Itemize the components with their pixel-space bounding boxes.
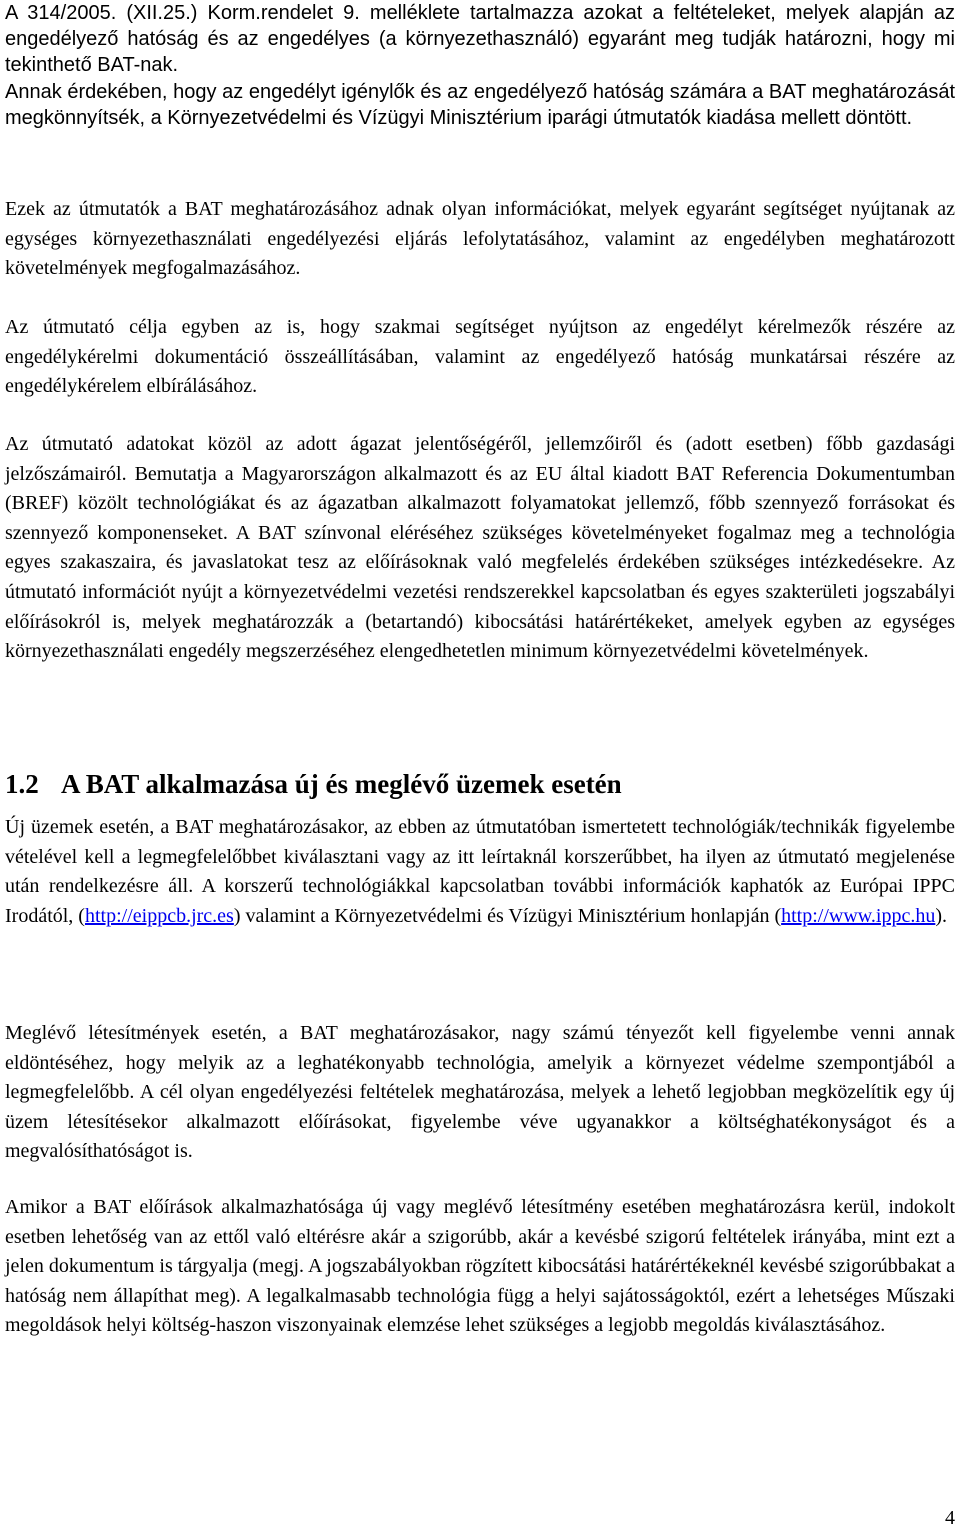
new-plants-text-1: Új üzemek esetén, a BAT meghatározásakor, az ebben az útmutatóban ismertetett technológiák/technikák figyelembe vételével kell a legmegfelelőbbet kiválasztani vagy az itt leírtaknál korszerűbbet, ha ilyen az útmutató megjelenése után rendelkezésre áll. A korszerű technológiákkal kapcsolatban további információk kaphatók az Európai IPPC Irodától, (: [5, 816, 955, 927]
page-number: 4: [945, 1507, 955, 1529]
paragraph-ministry-decision: Annak érdekében, hogy az engedélyt igénylők és az engedélyező hatóság számára a BAT meghatározását megkönnyítsék, a Környezetvédelmi és Vízügyi Minisztérium iparági útmutatók kiadása mellett döntött.: [5, 81, 955, 130]
paragraph-new-plants: [5, 813, 955, 931]
new-plants-text-2: ) valamint a Környezetvédelmi és Vízügyi Minisztérium honlapján (: [233, 904, 782, 927]
paragraph-guide-purpose: Az útmutató célja egyben az is, hogy szakmai segítséget nyújtson az engedélyt kérelmezők részére az engedélykérelmi dokumentáció összeállításában, valamint az engedélyező hatóság munkatársai részére az engedélykérelem elbírálásához.: [5, 316, 955, 398]
paragraph-guides-info: Ezek az útmutatók a BAT meghatározásához adnak olyan információkat, melyek egyaránt segítséget nyújtanak az egységes környezethasználati engedélyezési eljárás lefolytatásához, valamint az engedélyben meghatározott követelmények megfogalmazásához.: [5, 198, 955, 280]
paragraph-bat-applicability: Amikor a BAT előírások alkalmazhatósága új vagy meglévő létesítmény esetében meghatározásra kerül, indokolt esetben lehetőség van az ettől való eltérésre akár a szigorúbb, akár a kevésbé szigorú feltételek irányába, mint ezt a jelen dokumentum is tárgyalja (megj. A jogszabályokban rögzített kibocsátási határértékeknél kevésbé szigorúbbakat a hatóság nem állapíthat meg). A legalkalmasabb technológia függ a helyi sajátosságoktól, ezért a lehetséges Műszaki megoldások helyi költség-haszon viszonyainak elemzése lehet szükséges a legjobb megoldás kiválasztásához.: [5, 1196, 955, 1337]
section-heading: [5, 766, 622, 802]
section-number: 1.2: [5, 769, 39, 800]
paragraph-guide-content: Az útmutató adatokat közöl az adott ágazat jelentőségéről, jellemzőiről és (adott esetben) főbb gazdasági jelzőszámairól. Bemutatja a Magyarországon alkalmazott és az EU által kiadott BAT Referencia Dokumentumban (BREF) közölt technológiákat és az ágazatban alkalmazott folyamatokat jellemző, főbb szennyező forrásokat és szennyező komponenseket. A BAT színvonal eléréséhez szükséges követelményeket fogalmaz meg a technológia egyes szakaszaira, és javaslatokat tesz az előírásoknak való megfelelés érdekében szükséges intézkedésekre. Az útmutató információt nyújt a környezetvédelmi vezetési rendszerekkel kapcsolatban és egyes szakterületi jogszabályi előírásokról is, melyek meghatározzák a (betartandó) kibocsátási határértékeket, amelyek egyben az egységes környezethasználati engedély megszerzéséhez elengedhetetlen minimum környezetvédelmi követelmények.: [5, 433, 955, 663]
eippcb-link[interactable]: http://eippcb.jrc.es: [84, 904, 234, 927]
paragraph-existing-plants: Meglévő létesítmények esetén, a BAT meghatározásakor, nagy számú tényezőt kell figyelembe venni annak eldöntéséhez, hogy melyik az a leghatékonyabb technológia, amelyik a környezet védelme szempontjából a legmegfelelőbb. A cél olyan engedélyezési feltételek meghatározása, melyek a lehető legjobban megközelítik egy új üzem létesítésekor alkalmazott előírásokat, figyelembe véve ugyanakkor a költséghatékonyságot és a megvalósíthatóságot is.: [5, 1022, 955, 1163]
ippc-link[interactable]: http://www.ippc.hu: [781, 904, 936, 927]
section-title: A BAT alkalmazása új és meglévő üzemek esetén: [61, 769, 622, 800]
paragraph-decree: A 314/2005. (XII.25.) Korm.rendelet 9. melléklete tartalmazza azokat a feltételeket, melyek alapján az engedélyező hatóság és az engedélyes (a környezethasználó) egyaránt meg tudják határozni, hogy mi tekinthető BAT-nak.: [5, 2, 955, 77]
new-plants-text-3: ).: [935, 904, 948, 927]
